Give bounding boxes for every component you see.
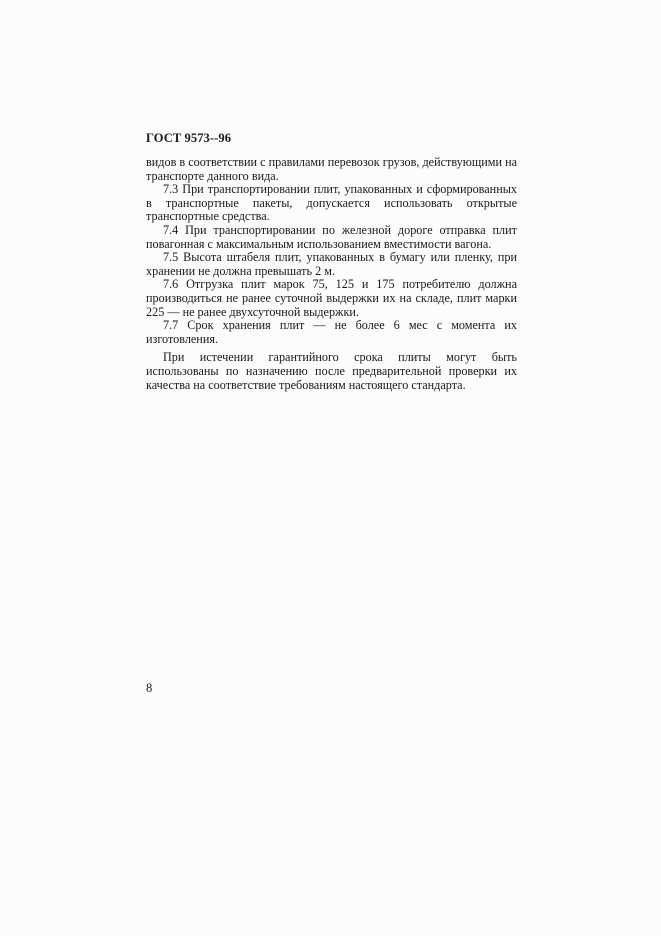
standard-header: ГОСТ 9573--96: [146, 131, 232, 145]
paragraph-7-4: 7.4 При транспортировании по железной дороге отправка плит повагонная с максимальным использованием вместимости вагона.: [146, 222, 517, 251]
paragraph-7-5: 7.5 Высота штабеля плит, упакованных в бумагу или пленку, при хранении не должна превышать 2 м.: [146, 250, 517, 278]
page-number: 8: [146, 681, 153, 695]
paragraph-warranty: При истечении гарантийного срока плиты могут быть использованы по назначению после предварительной проверки их качества на соответствие требованиям настоящего стандарта.: [146, 350, 517, 392]
paragraph-7-6: 7.6 Отгрузка плит марок 75, 125 и 175 потребителю должна производиться не ранее суточной выдержки их на складе, плит марки 225 — не ранее двухсуточной выдержки.: [146, 277, 517, 319]
document-page: [146, 131, 517, 392]
paragraph-7-7: 7.7 Срок хранения плит — не более 6 мес с момента их изготовления.: [146, 318, 517, 346]
paragraph-continuation: видов в соответствии с правилами перевозок грузов, действующими на транспорте данного вида.: [146, 155, 517, 183]
paragraph-7-3: 7.3 При транспортировании плит, упакованных и сформированных в транспортные пакеты, допускается использовать открытые транспортные средства.: [146, 182, 517, 224]
